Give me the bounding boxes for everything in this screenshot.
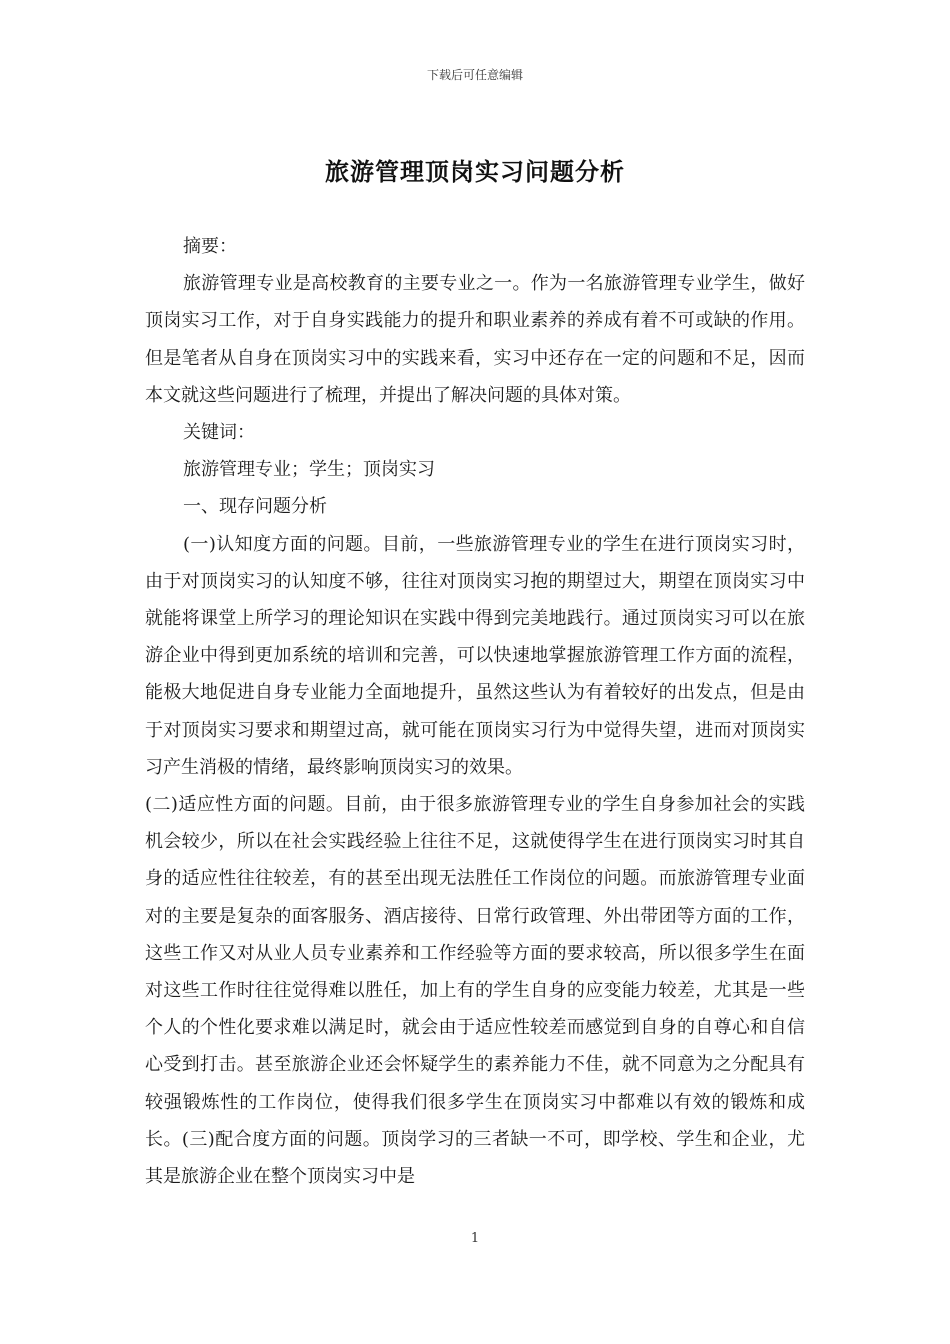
header-note: 下载后可任意编辑: [426, 68, 523, 82]
document-body: [145, 228, 805, 1195]
abstract-paragraph: 旅游管理专业是高校教育的主要专业之一。作为一名旅游管理专业学生，做好顶岗实习工作，对于自身实践能力的提升和职业素养的养成有着不可或缺的作用。但是笔者从自身在顶岗实习中的实践来看，实习中还存在一定的问题和不足，因而本文就这些问题进行了梳理，并提出了解决问题的具体对策。: [145, 273, 805, 406]
keywords-paragraph: 旅游管理专业；学生；顶岗实习: [183, 459, 435, 481]
abstract-label: 摘要：: [183, 236, 237, 257]
keywords-label: 关键词：: [183, 422, 255, 444]
document-title: 旅游管理顶岗实习问题分析: [325, 157, 625, 186]
section-heading: 一、现存问题分析: [183, 496, 327, 518]
section-paragraph-1: (一)认知度方面的问题。目前，一些旅游管理专业的学生在进行顶岗实习时，由于对顶岗实习的认知度不够，往往对顶岗实习抱的期望过大，期望在顶岗实习中就能将课堂上所学习的理论知识在实践中得到完美地践行。通过顶岗实习可以在旅游企业中得到更加系统的培训和完善，可以快速地掌握旅游管理工作方面的流程，能极大地促进自身专业能力全面地提升，虽然这些认为有着较好的出发点，但是由于对顶岗实习要求和期望过高，就可能在顶岗实习行为中觉得失望，进而对顶岗实习产生消极的情绪，最终影响顶岗实习的效果。: [145, 533, 805, 778]
section-paragraph-2: (二)适应性方面的问题。目前，由于很多旅游管理专业的学生自身参加社会的实践机会较少，所以在社会实践经验上往往不足，这就使得学生在进行顶岗实习时其自身的适应性往往较差，有的甚至出现无法胜任工作岗位的问题。而旅游管理专业面对的主要是复杂的面客服务、酒店接待、日常行政管理、外出带团等方面的工作，这些工作又对从业人员专业素养和工作经验等方面的要求较高，所以很多学生在面对这些工作时往往觉得难以胜任，加上有的学生自身的应变能力较差，尤其是一些个人的个性化要求难以满足时，就会由于适应性较差而感觉到自身的自尊心和自信心受到打击。甚至旅游企业还会怀疑学生的素养能力不佳，就不同意为之分配具有较强锻炼性的工作岗位，使得我们很多学生在顶岗实习中都难以有效的锻炼和成长。(三)配合度方面的问题。顶岗学习的三者缺一不可，即学校、学生和企业，尤其是旅游企业在整个顶岗实习中是: [145, 794, 805, 1188]
page-number: 1: [470, 1231, 480, 1246]
